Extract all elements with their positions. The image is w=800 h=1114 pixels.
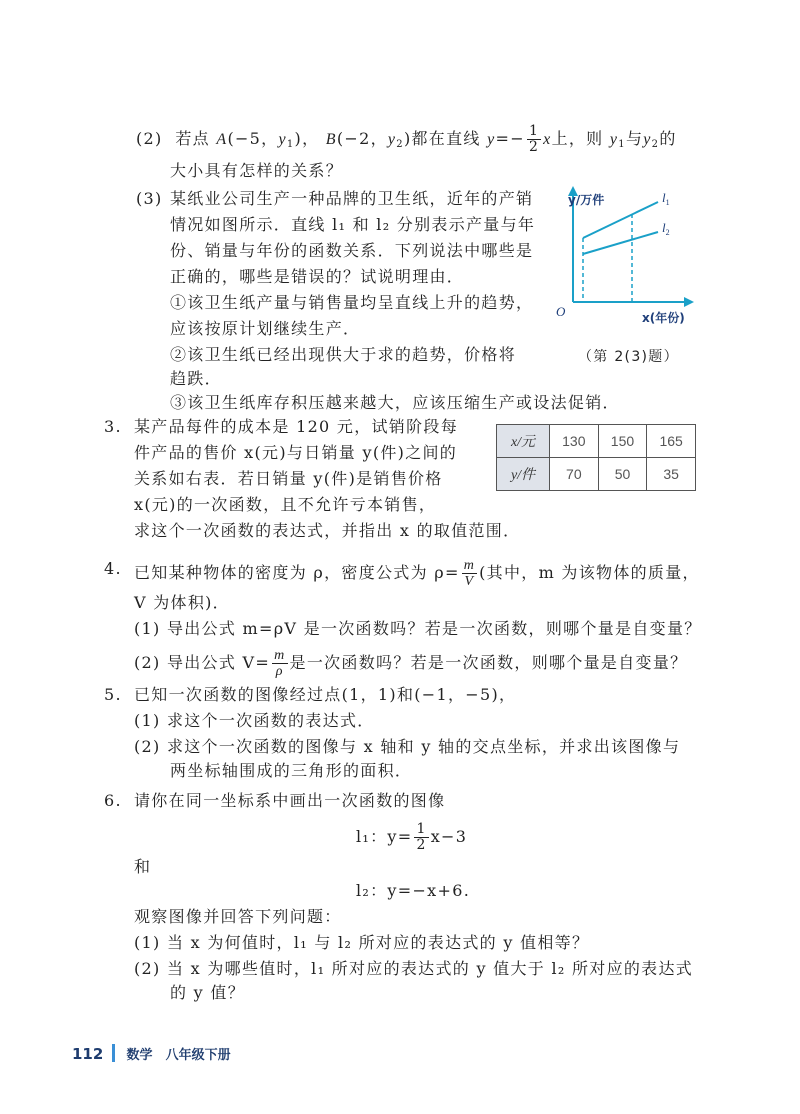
table-row xyxy=(497,458,696,491)
table-row xyxy=(497,425,696,458)
problem-2-3-line: 应该按原计划继续生产． xyxy=(170,319,361,338)
fraction-one-half: $\frac{1}{2}$ xyxy=(528,123,540,155)
price-sales-table xyxy=(496,424,696,491)
word-and: 和 xyxy=(134,857,152,876)
problem-2-3-statement-1: ①该卫生纸产量与销售量均呈直线上升的趋势， xyxy=(170,293,534,312)
footer-subject: 数学 xyxy=(126,1048,153,1063)
table-cell: 165 xyxy=(647,425,696,458)
table-cell: 50 xyxy=(598,458,647,491)
problem-6-sub2-cont: 的 y 值？ xyxy=(170,983,246,1002)
table-cell: 35 xyxy=(647,458,696,491)
table-cell: 150 xyxy=(598,425,647,458)
problem-4-line1: 已知某种物体的密度为 ρ，密度公式为 ρ= $\frac{m}{V}$ (其中，m 为该物体的质量， xyxy=(134,558,700,589)
problem-6-number: 6. xyxy=(104,791,122,810)
l2-label: $l_2$ xyxy=(662,220,670,237)
figure-caption: （第 2(3)题） xyxy=(578,349,679,365)
problem-2-2-line2: 大小具有怎样的关系？ xyxy=(170,161,344,180)
problem-2-3-line: 份、销量与年份的函数关系．下列说法中哪些是 xyxy=(170,241,534,260)
table-header-cell: y/件 xyxy=(497,458,550,491)
problem-3-line: 件产品的售价 x(元)与日销量 y(件)之间的 xyxy=(134,443,458,462)
problem-5-sub2-cont: 两坐标轴围成的三角形的面积． xyxy=(170,761,413,780)
problem-5-line1: 已知一次函数的图像经过点(1，1)和(−1，−5)， xyxy=(134,685,517,704)
problem-4-number: 4. xyxy=(104,559,122,578)
table-cell: 70 xyxy=(550,458,599,491)
x-axis-arrow xyxy=(684,297,694,307)
problem-3-number: 3. xyxy=(104,417,122,436)
problem-5-sub1: (1) 求这个一次函数的表达式． xyxy=(134,711,375,730)
page-number: 112 xyxy=(72,1045,104,1063)
l1-label: $l_1$ xyxy=(662,190,670,207)
problem-6-line1: 请你在同一坐标系中画出一次函数的图像 xyxy=(134,791,446,810)
y-axis-label: y/万件 xyxy=(568,193,605,207)
problem-3-line: 某产品每件的成本是 120 元，试销阶段每 xyxy=(134,417,459,436)
footer-bar xyxy=(112,1044,115,1062)
problem-2-3-statement-3: ③该卫生纸库存积压越来越大，应该压缩生产或设法促销． xyxy=(170,393,620,412)
problem-2-3-line: 某纸业公司生产一种品牌的卫生纸，近年的产销 xyxy=(170,189,534,208)
density-fraction: $\frac{m}{V}$ xyxy=(463,558,476,589)
x-axis-label: x(年份) xyxy=(642,311,685,325)
equation-l1: l₁：y= $\frac{1}{2}$ x−3 xyxy=(356,821,468,853)
origin-label: O xyxy=(556,304,566,319)
problem-3-line: 求这个一次函数的表达式，并指出 x 的取值范围． xyxy=(134,521,521,540)
problem-2-3-statement-2: ②该卫生纸已经出现供大于求的趋势，价格将 xyxy=(170,345,517,364)
equation-l2: l₂：y=−x+6. xyxy=(356,881,471,900)
problem-2-3-number: (3) xyxy=(136,189,163,208)
problem-4-line2: V 为体积)． xyxy=(134,593,230,612)
problem-5-sub2: (2) 求这个一次函数的图像与 x 轴和 y 轴的交点坐标，并求出该图像与 xyxy=(134,737,681,756)
problem-2-3-line: 正确的，哪些是错误的？试说明理由． xyxy=(170,267,465,286)
volume-fraction: $\frac{m}{\rho}$ xyxy=(274,648,286,679)
production-sales-figure xyxy=(548,180,708,340)
problem-4-sub1: (1) 导出公式 m=ρV 是一次函数吗？若是一次函数，则哪个量是自变量？ xyxy=(134,619,702,638)
problem-2-2-line1: (2) 若点 A(−5，$y_1$)， B(−2，$y_2$)都在直线 y=− $\frac{1}{2}$ x上，则 $y_1$与$y_2$的 xyxy=(136,123,677,155)
problem-3-line: x(元)的一次函数，且不允许亏本销售， xyxy=(134,495,437,514)
table-cell: 130 xyxy=(550,425,599,458)
page-footer xyxy=(72,1044,231,1063)
footer-grade: 八年级下册 xyxy=(165,1048,231,1063)
problem-2-3-line: 情况如图所示．直线 l₁ 和 l₂ 分别表示产量与年 xyxy=(170,215,536,234)
problem-4-sub2: (2) 导出公式 V= $\frac{m}{\rho}$ 是一次函数吗？若是一次函数，则哪个量是自变量？ xyxy=(134,648,688,679)
problem-5-number: 5. xyxy=(104,685,122,704)
problem-6-sub2: (2) 当 x 为哪些值时，l₁ 所对应的表达式的 y 值大于 l₂ 所对应的表达式 xyxy=(134,959,694,978)
line-l1 xyxy=(583,202,658,238)
table-header-cell: x/元 xyxy=(497,425,550,458)
line-l2 xyxy=(583,232,658,254)
fraction-one-half: $\frac{1}{2}$ xyxy=(416,821,427,853)
problem-3-line: 关系如右表．若日销量 y(件)是销售价格 xyxy=(134,469,443,488)
problem-2-3-line: 趋跌． xyxy=(170,369,222,388)
problem-6-observe: 观察图像并回答下列问题： xyxy=(134,907,342,926)
problem-6-sub1: (1) 当 x 为何值时，l₁ 与 l₂ 所对应的表达式的 y 值相等？ xyxy=(134,933,590,952)
